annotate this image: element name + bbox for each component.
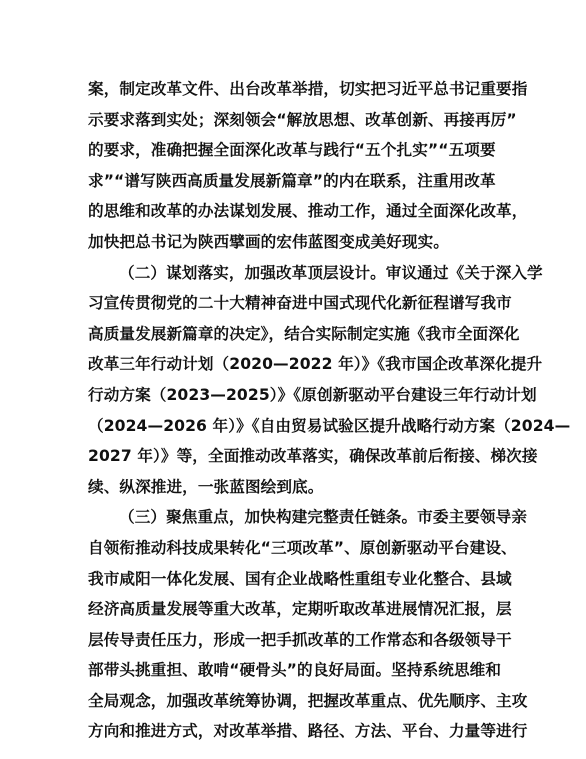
text-line: 方向和推进方式，对改革举措、路径、方法、平台、力量等进行 [88,722,528,741]
text-line: 习宣传贯彻党的二十大精神奋进中国式现代化新征程谱写我市 [88,294,512,313]
text-line: 示要求落到实处；深刻领会“解放思想、改革创新、再接再厉” [88,110,517,129]
text-line: 求”“谱写陕西高质量发展新篇章”的内在联系，注重用改革 [88,171,496,190]
text-line: 加快把总书记为陕西擘画的宏伟蓝图变成美好现实。 [88,232,449,251]
text-line: 改革三年行动计划（2020—2022 年）》《我市国企改革深化提升 [88,355,543,374]
text-line: 高质量发展新篇章的决定》，结合实际制定实施《我市全面深化 [88,324,520,343]
body-text [88,74,571,747]
text-line: 部带头挑重担、敢啃“硬骨头”的良好局面。坚持系统思维和 [88,661,502,680]
text-line: 全局观念，加强改革统筹协调，把握改革重点、优先顺序、主攻 [88,691,528,710]
text-line: 我市咸阳一体化发展、国有企业战略性重组专业化整合、县域 [88,569,512,588]
text-line: 自领衔推动科技成果转化“三项改革”、原创新驱动平台建设、 [88,538,517,557]
text-line: （2024—2026 年）》《自由贸易试验区提升战略行动方案（2024— [88,416,571,435]
section-heading-line: （二）谋划落实，加强改革顶层设计。审议通过《关于深入学 [119,263,543,282]
text-line: 经济高质量发展等重大改革，定期听取改革进展情况汇报，层 [88,600,512,619]
text-line: 续、纵深推进，一张蓝图绘到底。 [88,477,324,496]
section-heading-line: （三）聚焦重点，加快构建完整责任链条。市委主要领导亲 [119,508,528,527]
text-line: 行动方案（2023—2025）》《原创新驱动平台建设三年行动计划 [88,385,537,404]
text-line: 2027 年）》等，全面推动改革落实，确保改革前后衔接、梯次接 [88,447,538,466]
text-line: 的要求，准确把握全面深化改革与践行“五个扎实”“五项要 [88,141,496,160]
text-line: 案，制定改革文件、出台改革举措，切实把习近平总书记重要指 [88,80,528,98]
text-line: 层传导责任压力，形成一把手抓改革的工作常态和各级领导干 [88,630,512,649]
text-line: 的思维和改革的办法谋划发展、推动工作，通过全面深化改革， [88,202,528,221]
